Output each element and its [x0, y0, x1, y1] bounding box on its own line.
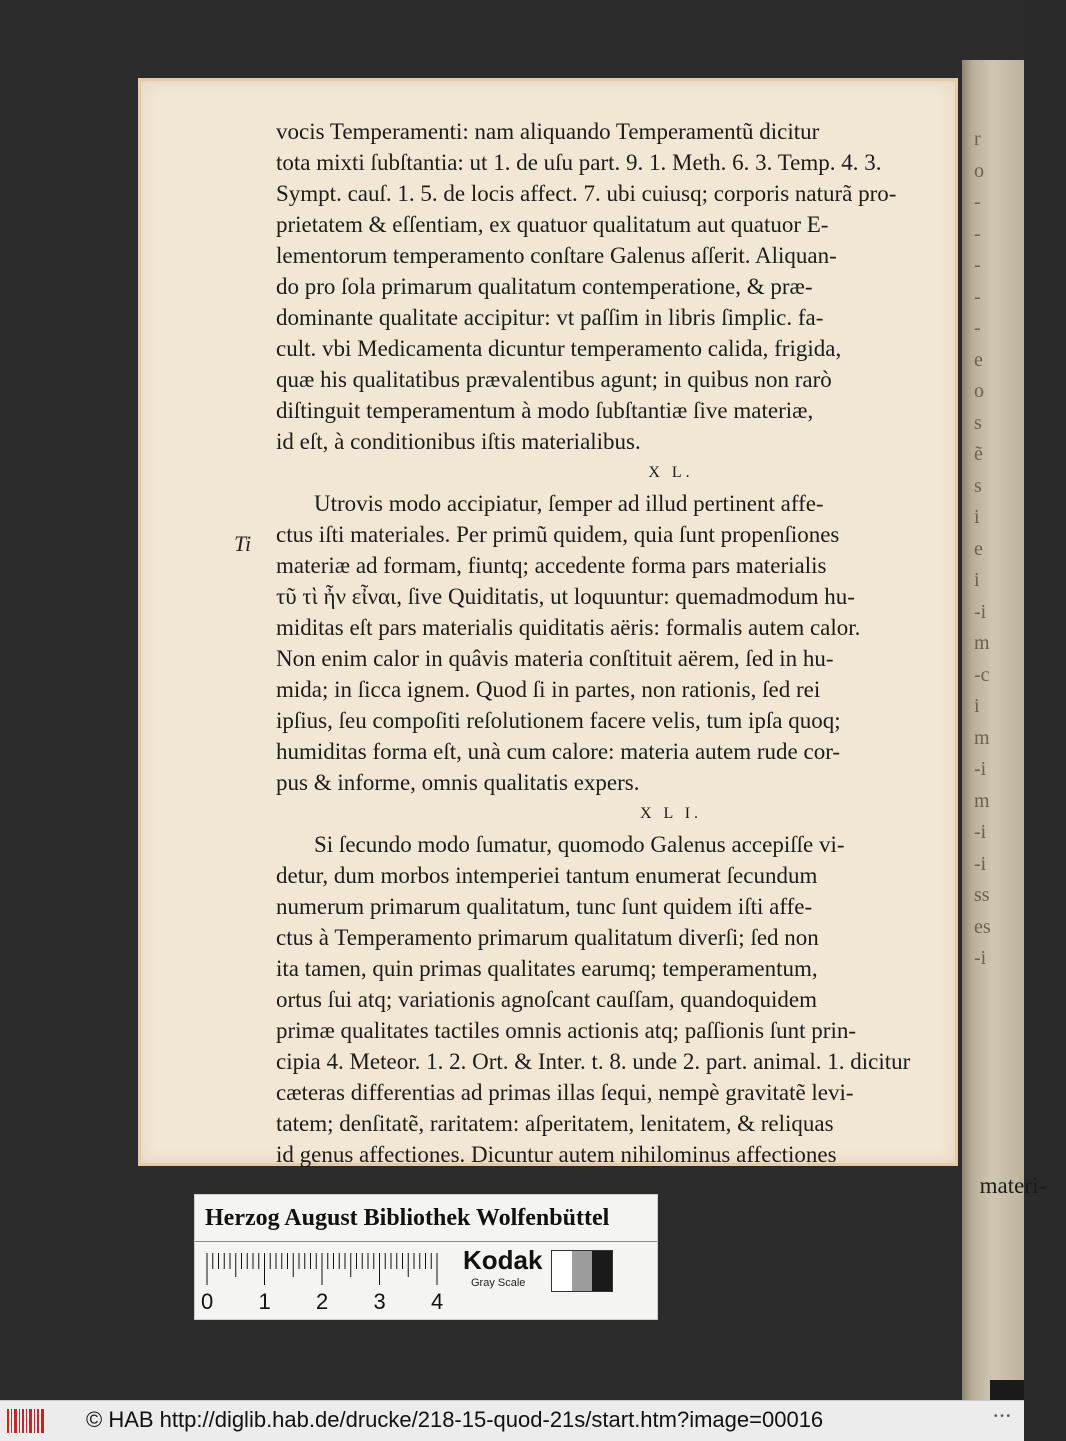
- text-line: cult. vbi Medicamenta dicuntur temperamento calida, frigida,: [276, 336, 842, 361]
- text-line: vocis Temperamenti: nam aliquando Temperamentũ dicitur: [276, 119, 820, 144]
- gray-scale-swatches: [551, 1250, 613, 1292]
- adjacent-page-fragment: i: [974, 569, 980, 591]
- text-line: materiæ ad formam, fiuntq; accedente forma pars materialis: [276, 553, 827, 578]
- text-line: tatem; denſitatẽ, raritatem: aſperitatem, lenitatem, & reliquas: [276, 1111, 834, 1136]
- text-line: ctus à Temperamento primarum qualitatum diverſi; ſed non: [276, 925, 819, 950]
- text-line: tota mixti ſubſtantia: ut 1. de uſu part. 9. 1. Meth. 6. 3. Temp. 4. 3.: [276, 150, 882, 175]
- adjacent-page-fragment: e: [974, 537, 983, 560]
- ruler-number: 1: [258, 1289, 271, 1314]
- ruler-number: 4: [431, 1289, 444, 1314]
- viewer-footer: [0, 1400, 1024, 1441]
- adjacent-page-fragment: ss: [974, 884, 990, 906]
- text-line: numerum primarum qualitatum, tunc ſunt quidem iſti affe-: [276, 894, 813, 919]
- adjacent-page-fragment: -i: [974, 947, 987, 969]
- text-line: ortus ſui atq; variationis agnoſcant cauſſam, quandoquidem: [276, 987, 818, 1012]
- adjacent-page-fragment: o: [974, 380, 984, 402]
- gray-scale-label: Gray Scale: [471, 1277, 526, 1289]
- text-line: miditas eſt pars materialis quiditatis aëris: formalis autem calor.: [276, 615, 861, 640]
- adjacent-page-fragment: -: [974, 191, 981, 213]
- adjacent-page-fragment: -i: [974, 852, 987, 875]
- text-line: cipia 4. Meteor. 1. 2. Ort. & Inter. t. 8. unde 2. part. animal. 1. dicitur: [276, 1049, 911, 1074]
- adjacent-page-fragment: -: [974, 285, 981, 308]
- adjacent-page-fragment: s: [974, 411, 982, 434]
- text-line: detur, dum morbos intemperiei tantum enumerat ſecundum: [276, 863, 818, 888]
- adjacent-page-fragment: -i: [974, 758, 987, 780]
- adjacent-page-fragment: o: [974, 159, 984, 182]
- text-line: ctus iſti materiales. Per primũ quidem, quia ſunt propenſiones: [276, 522, 840, 547]
- copyright-url[interactable]: © HAB http://diglib.hab.de/drucke/218-15-quod-21s/start.htm?image=00016: [86, 1407, 824, 1432]
- text-line: primæ qualitates tactiles omnis actionis atq; paſſionis ſunt prin-: [276, 1018, 857, 1043]
- kodak-logo: Kodak: [463, 1245, 543, 1275]
- ruler-ticks: [205, 1253, 445, 1287]
- book-page: [138, 78, 1046, 1198]
- adjacent-page-fragment: m: [974, 632, 990, 654]
- text-line: id eſt, à conditionibus iſtis materialibus.: [276, 429, 641, 454]
- text-line: quæ his qualitatibus prævalentibus agunt; in quibus non rarò: [276, 367, 832, 392]
- adjacent-page-fragment: -i: [974, 821, 987, 843]
- adjacent-page-fragment: i: [974, 695, 980, 717]
- adjacent-page-fragment: r: [974, 128, 981, 150]
- adjacent-page-fragment: -i: [974, 600, 987, 623]
- measuring-ruler: [201, 1253, 445, 1314]
- section-number: X L.: [648, 464, 694, 481]
- marginal-note: Ti: [234, 531, 252, 556]
- footer-indicator: • • •: [993, 1411, 1010, 1422]
- page-text: [276, 116, 1066, 1201]
- ruler-number: 2: [316, 1289, 329, 1314]
- adjacent-page-fragment: ẽ: [974, 443, 983, 465]
- gray-swatch: [592, 1251, 612, 1291]
- ruler-number: 3: [373, 1289, 386, 1314]
- text-line: Sympt. cauſ. 1. 5. de locis affect. 7. ubi cuiusq; corporis naturã pro-: [276, 181, 897, 206]
- text-line: ipſius, ſeu compoſiti reſolutionem facere velis, tum ipſa quoq;: [276, 708, 841, 733]
- adjacent-page-fragment: e: [974, 348, 983, 371]
- scan-corner: [990, 1380, 1024, 1400]
- gray-swatch: [552, 1251, 572, 1291]
- adjacent-page-fragment: -: [974, 317, 981, 339]
- text-line: mida; in ſicca ignem. Quod ſi in partes, non rationis, ſed rei: [276, 677, 821, 702]
- adjacent-page-fragment: i: [974, 506, 980, 528]
- adjacent-page-fragment: -c: [974, 663, 990, 686]
- adjacent-page-fragment: s: [974, 474, 982, 497]
- text-line: humiditas forma eſt, unà cum calore: materia autem rude cor-: [276, 739, 841, 764]
- adjacent-page-fragment: -: [974, 222, 981, 245]
- text-line: ita tamen, quin primas qualitates earumq; temperamentum,: [276, 956, 818, 981]
- text-line: dominante qualitate accipitur: vt paſſim in libris ſimplic. fa-: [276, 305, 824, 330]
- text-line: id genus affectiones. Dicuntur autem nihilominus affectiones: [276, 1142, 837, 1167]
- label-divider: [195, 1241, 657, 1242]
- adjacent-page-fragment: es: [974, 915, 991, 938]
- hab-logo-icon: [6, 1407, 46, 1435]
- text-line: cæteras differentias ad primas illas ſequi, nempè gravitatẽ levi-: [276, 1080, 854, 1105]
- text-line: Si ſecundo modo ſumatur, quomodo Galenus accepiſſe vi-: [314, 832, 845, 857]
- ruler-number: 0: [201, 1289, 214, 1314]
- adjacent-page-fragment: m: [974, 789, 990, 812]
- library-name: Herzog August Bibliothek Wolfenbüttel: [205, 1205, 610, 1231]
- text-line: diſtinguit temperamentum à modo ſubſtantiæ ſive materiæ,: [276, 398, 814, 423]
- text-line: τῦ τὶ ἦν εἶναι, ſive Quiditatis, ut loquuntur: quemadmodum hu-: [276, 584, 855, 609]
- text-line: Utrovis modo accipiatur, ſemper ad illud pertinent affe-: [314, 491, 824, 516]
- text-line: Non enim calor in quâvis materia conſtituit aërem, ſed in hu-: [276, 646, 834, 671]
- text-line: do pro ſola primarum qualitatum contemperatione, & præ-: [276, 274, 813, 299]
- adjacent-page-fragment: m: [974, 726, 990, 749]
- library-label-card: [194, 1194, 658, 1320]
- section-number: X L I.: [639, 805, 703, 822]
- gray-swatch: [572, 1251, 592, 1291]
- text-line: lementorum temperamento conſtare Galenus aſſerit. Aliquan-: [276, 243, 837, 268]
- text-line: materi-: [979, 1173, 1046, 1198]
- adjacent-page-fragment: -: [974, 254, 981, 276]
- text-line: pus & informe, omnis qualitatis expers.: [276, 770, 640, 795]
- text-line: prietatem & eſſentiam, ex quatuor qualitatum aut quatuor E-: [276, 212, 829, 237]
